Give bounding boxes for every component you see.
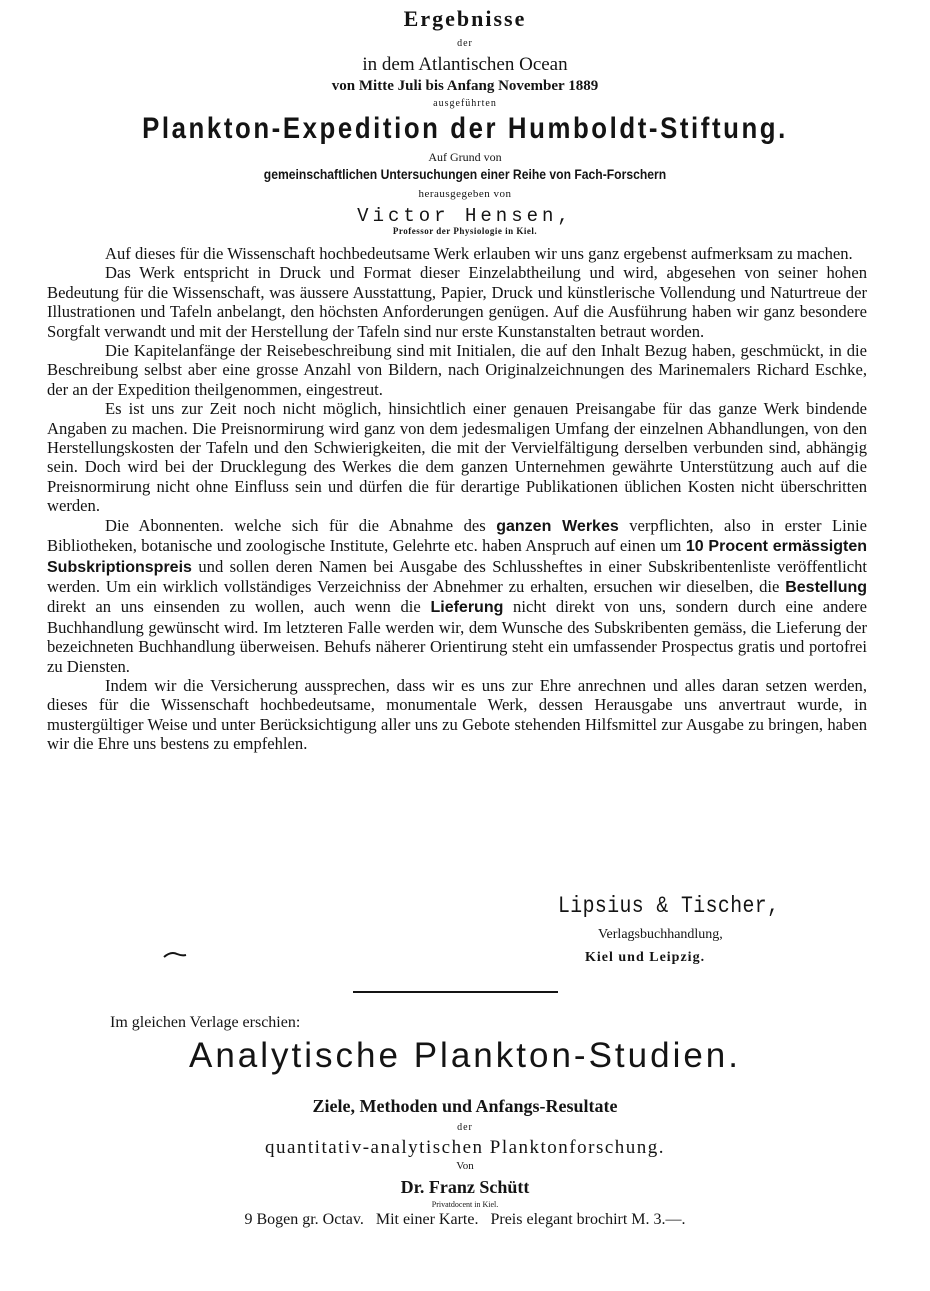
p5-bold-lieferung: Lieferung bbox=[430, 599, 504, 617]
p5-text-d: und sollen deren Namen bei Ausgabe des Schlussheftes in einer Subskribentenliste veröffentlicht werden. Um ein wirklich vollständiges Verzeichniss der Abnehmer zu erhalten, ersuchen wir dieselben, die bbox=[47, 556, 867, 596]
p5-bold-ganzen-werkes: ganzen Werkes bbox=[496, 517, 619, 535]
advert-der: der bbox=[457, 1122, 473, 1133]
advert-title: Analytische Plankton-Studien. bbox=[189, 1036, 741, 1075]
advert-subtitle: Ziele, Methoden und Anfangs-Resultate bbox=[312, 1096, 618, 1116]
p5-text-e: direkt an uns einsenden zu wollen, auch wenn die bbox=[47, 597, 421, 617]
p5-bold-subskriptionspreis: 10 Procent ermässigten Subskriptionspreis bbox=[47, 538, 867, 576]
p5-text-c: verpflichten, also in erster Linie Bibliotheken, botanische und zoologische Institute, Gelehrte etc. haben Anspruch auf einen um bbox=[47, 515, 867, 556]
header-line1: in dem Atlantischen Ocean bbox=[362, 54, 568, 75]
p5-bold-bestellung: Bestellung bbox=[785, 578, 868, 596]
p5-text-a: Die Abonnenten. welche sich für die Abnahme des bbox=[105, 515, 486, 535]
advert-von: Von bbox=[456, 1160, 474, 1172]
body-text bbox=[47, 244, 867, 754]
divider-rule bbox=[353, 991, 558, 993]
signature-place: Kiel und Leipzig. bbox=[585, 950, 706, 965]
header-herausgegeben: herausgegeben von bbox=[418, 188, 512, 200]
signature-publisher: Lipsius & Tischer, bbox=[558, 893, 780, 919]
paragraph-1: Auf dieses für die Wissenschaft hochbedeutsame Werk erlauben wir uns ganz ergebenst aufmerksam zu machen. bbox=[105, 244, 853, 263]
page-title: Ergebnisse bbox=[403, 6, 527, 31]
advert-intro: Im gleichen Verlage erschien: bbox=[110, 1014, 301, 1031]
expedition-title: Plankton-Expedition der Humboldt-Stiftung. bbox=[142, 112, 788, 145]
advert-details: 9 Bogen gr. Octav. Mit einer Karte. Preis elegant brochirt M. 3.—. bbox=[244, 1211, 686, 1228]
advert-line: quantitativ-analytischen Planktonforschung. bbox=[264, 1137, 666, 1158]
header-dates: von Mitte Juli bis Anfang November 1889 bbox=[331, 78, 599, 94]
advert-author-title: Privatdocent in Kiel. bbox=[431, 1200, 499, 1209]
editor-title: Professor der Physiologie in Kiel. bbox=[392, 226, 538, 236]
advert-author: Dr. Franz Schütt bbox=[400, 1177, 530, 1197]
paragraph-2: Das Werk entspricht in Druck und Format dieser Einzelabtheilung und wird, abgesehen von seiner hohen Bedeutung für die Wissenschaft, was äussere Ausstattung, Papier, Druck und künstlerische Vollendung und Naturtreue der Illustrationen und Tafeln anbelangt, den höchsten Anforderungen genügen. Auf die Ausführung haben wir ganz besondere Sorgfalt verwandt und mit der Herstellung der Tafeln sind nur erste Kunstanstalten betraut worden. bbox=[47, 263, 867, 341]
header-ausgefuehrten: ausgeführten bbox=[433, 98, 497, 109]
paragraph-5 bbox=[47, 516, 867, 676]
paragraph-4: Es ist uns zur Zeit noch nicht möglich, hinsichtlich einer genauen Preisangabe für das ganze Werk bindende Angaben zu machen. Die Preisnormirung wird ganz von dem jedesmaligen Umfang der einzelnen Abhandlungen, von den Herstellungskosten der Tafeln und den Schwierigkeiten, die mit der Vervielfältigung derselben verbunden sind, abhängig sein. Doch wird bei der Drucklegung des Werkes die dem ganzen Unternehmen gewährte Unterstützung auch auf die Preisnormirung nicht ohne Einfluss sein und dürfen die für derartige Publikationen üblichen Kosten nicht überschritten werden. bbox=[47, 399, 867, 516]
header-untersuchungen: gemeinschaftlichen Untersuchungen einer Reihe von Fach-Forschern bbox=[263, 167, 667, 182]
signature-type: Verlagsbuchhandlung, bbox=[598, 927, 723, 942]
header-auf-grund: Auf Grund von bbox=[428, 150, 502, 164]
stray-mark bbox=[163, 950, 187, 960]
editor-name: Victor Hensen, bbox=[357, 205, 573, 227]
header-der: der bbox=[457, 38, 473, 49]
paragraph-6: Indem wir die Versicherung aussprechen, dass wir es uns zur Ehre anrechnen und alles daran setzen werden, dieses für die Wissenschaft hochbedeutsame, monumentale Werk, dessen Herausgabe uns anvertraut wurde, in mustergültiger Weise und unter Berücksichtigung aller uns zu Gebote stehenden Hilfsmittel zur Ausgabe zu bringen, haben wir die Ehre uns bestens zu empfehlen. bbox=[47, 675, 867, 754]
paragraph-3: Die Kapitelanfänge der Reisebeschreibung sind mit Initialen, die auf den Inhalt Bezug haben, geschmückt, in die Beschreibung selbst aber eine grosse Anzahl von Bildern, nach Originalzeichnungen des Marinemalers Richard Eschke, der an der Expedition theilgenommen, eingestreut. bbox=[47, 341, 867, 399]
p5-text-f: nicht direkt von uns, sondern durch eine andere Buchhandlung gewünscht wird. Im letzteren Falle werden wir, dem Wunsche des Subskribenten gemäss, die Lieferung der bezeichneten Buchhandlung überweisen. Behufs näherer Orientirung steht ein umfassender Prospectus gratis und portofrei zu Diensten. bbox=[47, 597, 867, 676]
